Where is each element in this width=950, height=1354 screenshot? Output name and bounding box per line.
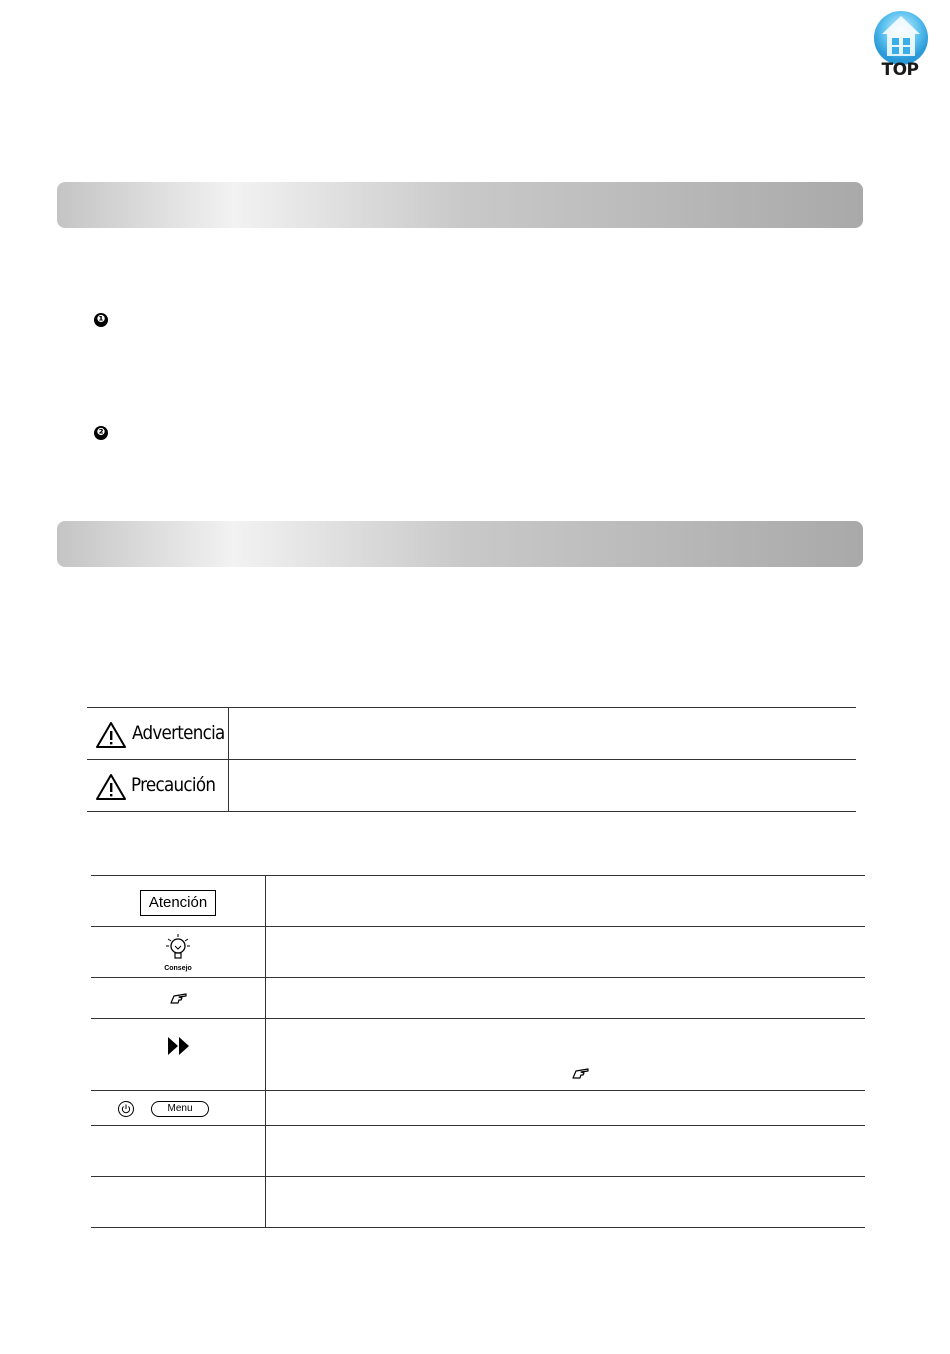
pointing-hand-icon bbox=[571, 1066, 591, 1080]
warning-row bbox=[87, 707, 856, 759]
symbol-cell bbox=[91, 1091, 266, 1125]
warning-label-cell bbox=[87, 760, 229, 811]
section-header-bar bbox=[57, 521, 863, 567]
top-label: TOP bbox=[881, 60, 919, 80]
symbol-row bbox=[91, 926, 865, 977]
fast-forward-icon bbox=[167, 1036, 191, 1056]
symbol-cell bbox=[91, 1126, 266, 1176]
warning-label: Advertencia bbox=[132, 722, 225, 744]
warning-table bbox=[87, 707, 856, 812]
consejo-label: Consejo bbox=[164, 965, 192, 972]
power-icon bbox=[119, 1102, 133, 1116]
warning-label: Precaución bbox=[131, 774, 216, 796]
home-icon bbox=[868, 8, 932, 68]
symbol-cell bbox=[91, 876, 266, 926]
symbol-row bbox=[91, 875, 865, 926]
symbol-row bbox=[91, 1090, 865, 1125]
warning-row bbox=[87, 759, 856, 812]
consejo-tip bbox=[163, 933, 193, 973]
symbol-cell bbox=[91, 1177, 266, 1227]
step-bullet-1: ❶ bbox=[94, 313, 108, 327]
symbol-cell bbox=[91, 927, 266, 977]
atencion-label: Atención bbox=[140, 890, 216, 916]
power-button-glyph bbox=[118, 1101, 134, 1117]
warning-triangle-icon bbox=[95, 773, 127, 801]
symbol-row bbox=[91, 1176, 865, 1228]
symbol-table bbox=[91, 875, 865, 1228]
step-bullet-2: ❷ bbox=[94, 426, 108, 440]
section-header-bar bbox=[57, 182, 863, 228]
warning-label-cell bbox=[87, 708, 229, 759]
symbol-cell bbox=[91, 978, 266, 1018]
symbol-row bbox=[91, 977, 865, 1018]
menu-button-glyph: Menu bbox=[151, 1101, 209, 1117]
symbol-row bbox=[91, 1018, 865, 1090]
pointing-hand-icon bbox=[169, 991, 189, 1005]
symbol-cell bbox=[91, 1019, 266, 1090]
lightbulb-icon bbox=[163, 933, 193, 965]
symbol-row bbox=[91, 1125, 865, 1176]
top-button[interactable] bbox=[868, 8, 932, 80]
warning-triangle-icon bbox=[95, 721, 127, 749]
